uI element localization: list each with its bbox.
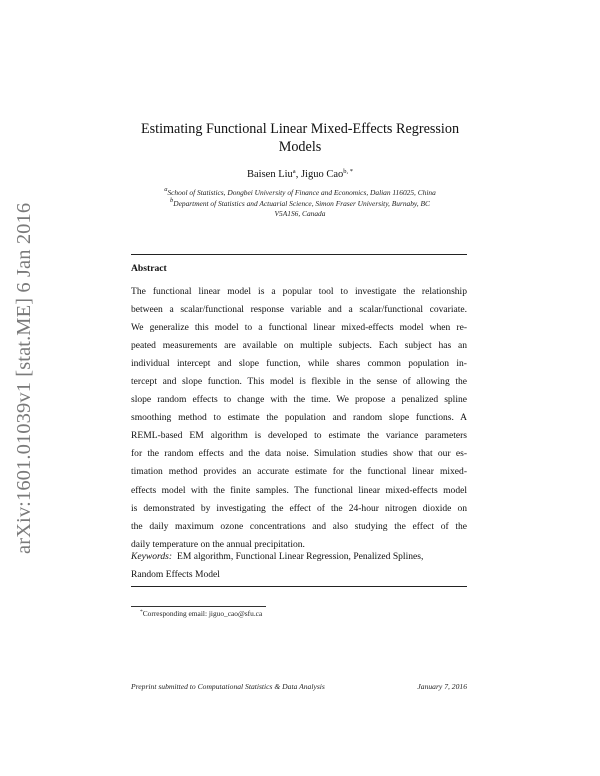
submission-date: January 7, 2016 <box>417 682 467 691</box>
abstract-top-rule <box>131 254 467 255</box>
abstract-line: slope random effects to change with the time. We propose a penalized spline <box>131 394 467 406</box>
preprint-footer <box>131 682 467 691</box>
footnote-mark: * <box>140 609 143 615</box>
paper-title <box>120 120 480 156</box>
abstract-line: for the random effects and the data noise. Simulation studies show that our es- <box>131 448 467 460</box>
keywords-line-1: Keywords: EM algorithm, Functional Linear Regression, Penalized Splines, <box>131 551 424 562</box>
abstract-heading: Abstract <box>131 263 167 274</box>
abstract-line: REML-based EM algorithm is developed to estimate the variance parameters <box>131 430 467 442</box>
abstract-line: peated measurements are available on multiple subjects. Each subject has an <box>131 340 467 352</box>
keywords-line-2: Random Effects Model <box>131 569 220 581</box>
affiliation-mark: a <box>292 168 296 175</box>
abstract-line: The functional linear model is a popular tool to investigate the relationship <box>131 286 467 297</box>
abstract-line: We generalize this model to a functional linear mixed-effects model when re- <box>131 322 467 334</box>
abstract-line: daily temperature on the annual precipitation. <box>131 538 305 550</box>
affiliation-mark: a <box>164 186 168 193</box>
title-line-1: Estimating Functional Linear Mixed-Effects Regression <box>140 121 460 137</box>
arxiv-identifier-stamp: arXiv:1601.01039v1 [stat.ME] 6 Jan 2016 <box>13 202 35 554</box>
affiliation-mark: b, * <box>343 168 353 175</box>
title-line-2: Models <box>278 139 322 155</box>
abstract-line: timation method provides an accurate estimate for the functional linear mixed- <box>131 466 467 478</box>
abstract-line: between a scalar/functional response variable and a scalar/functional covariate. <box>131 304 467 316</box>
abstract-line: tercept and slope function. This model is flexible in the sense of allowing the <box>131 376 467 388</box>
abstract-line: is demonstrated by investigating the effect of the 24-hour nitrogen dioxide on <box>131 502 467 514</box>
abstract-body <box>131 283 467 554</box>
abstract-line: smoothing method to estimate the population and random slope functions. A <box>131 412 467 424</box>
affiliation-a: $^a$School of Statistics, Dongbei University of Finance and Economics, Dalian 116025, China <box>164 186 436 197</box>
affiliation-b-cont: V5A1S6, Canada <box>274 209 326 218</box>
abstract-line: the daily maximum ozone concentrations and also studying the effect of the <box>131 520 467 532</box>
affiliation-b: $^b$Department of Statistics and Actuarial Science, Simon Fraser University, Burnaby, BC <box>170 196 430 208</box>
affiliations <box>126 188 474 220</box>
keywords-label: Keywords: <box>131 551 173 562</box>
corresponding-author-footnote: *Corresponding email: jiguo_cao@sfu.ca <box>140 609 263 618</box>
author-name: Jiguo Cao <box>300 169 344 180</box>
author-separator: , <box>295 169 301 180</box>
author-name: Baisen Liu <box>247 169 293 180</box>
author-list <box>150 169 450 180</box>
abstract-bottom-rule <box>131 586 467 587</box>
footnote-rule <box>131 606 266 607</box>
abstract-line: effects model with the finite samples. The functional linear mixed-effects model <box>131 484 467 496</box>
abstract-line: individual intercept and slope function, while shares common population in- <box>131 358 467 370</box>
journal-notice: Preprint submitted to Computational Statistics & Data Analysis <box>131 682 325 691</box>
keywords <box>131 548 467 584</box>
affiliation-mark: b <box>170 196 174 204</box>
